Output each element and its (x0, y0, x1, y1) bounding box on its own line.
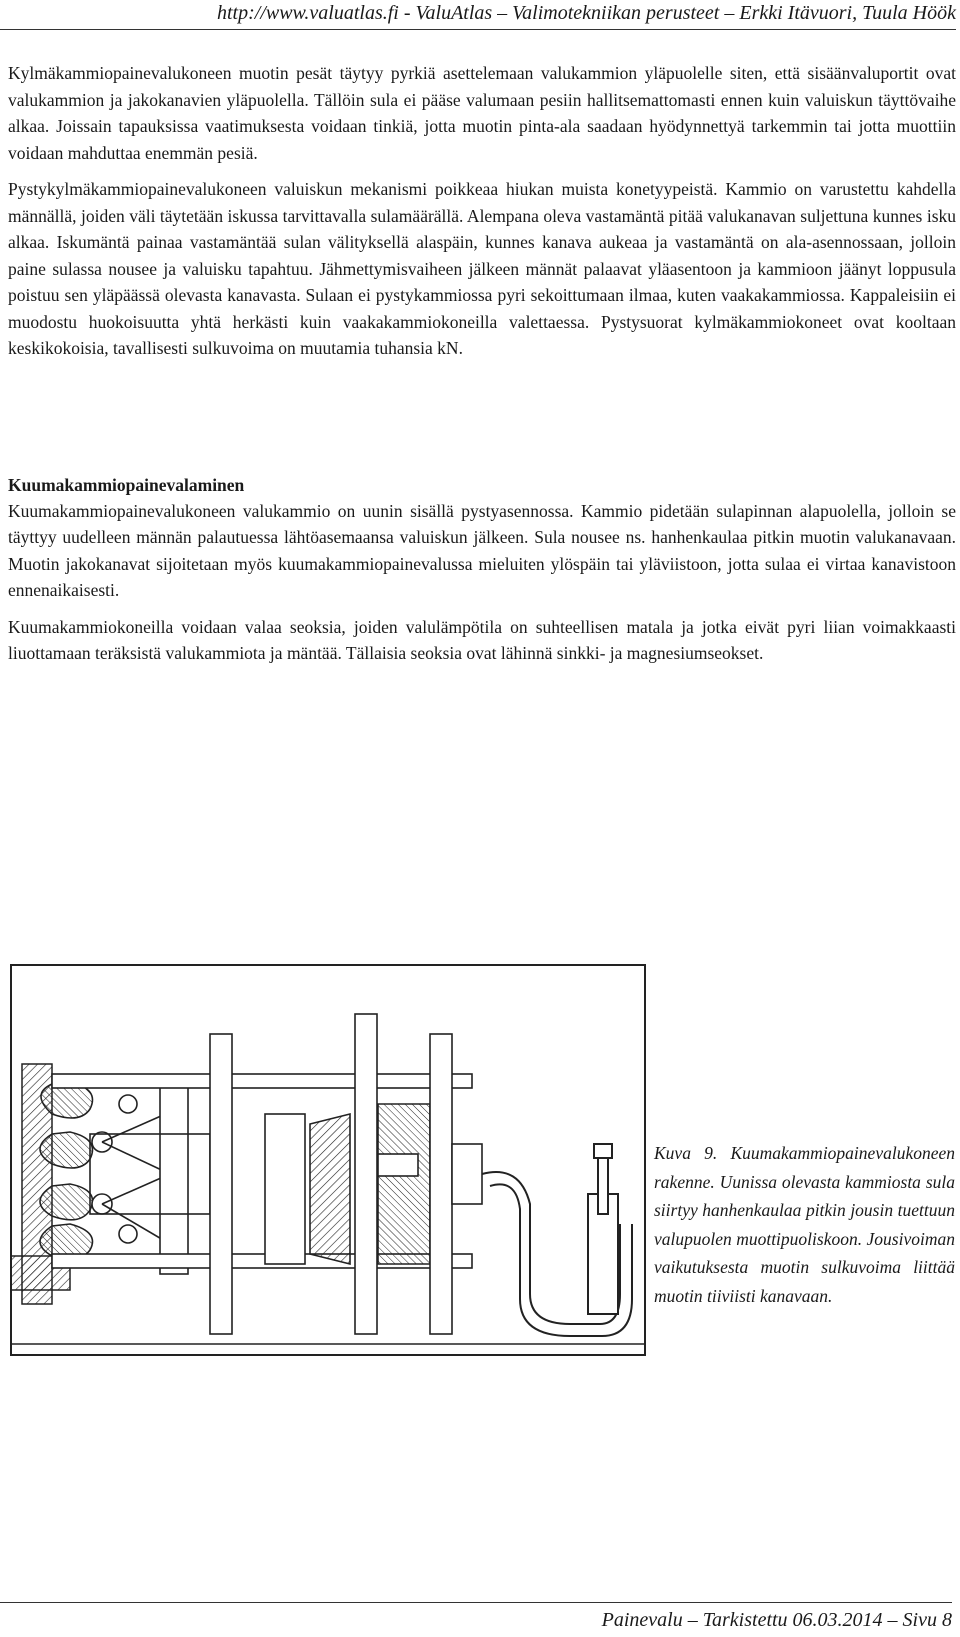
page-footer: Painevalu – Tarkistettu 06.03.2014 – Sivu 8 (0, 1602, 952, 1633)
figure-9 (10, 964, 955, 1364)
paragraph-hot-chamber-alloys: Kuumakammiokoneilla voidaan valaa seoksia, joiden valulämpötila on suhteellisen matala ja jotka eivät pyri liian voimakkaasti liuottamaan teräksistä valukammiota ja mäntää. Tällaisia seoksia ovat lähinnä sinkki- ja magnesiumseokset. (8, 616, 956, 663)
figure-caption: Kuva 9. Kuumakammiopainevalukoneen rakenne. Uunissa olevasta kammiosta sula siirtyy hanhenkaulaa pitkin jousin tuettuun valupuolen muottipuoliskoon. Jousivoiman vaikutuksesta muotin sulkuvoima liittää muotin tiiviisti kanavaan. (654, 1143, 955, 1306)
hot-chamber-machine-diagram (10, 964, 646, 1356)
main-content (8, 60, 956, 677)
paragraph-vertical-cold-chamber: Pystykylmäkammiopainevalukoneen valuiskun mekanismi poikkeaa hiukan muista konetyypeistä. Kammio on varustettu kahdella männällä, joiden väli täytetään iskussa tarvittavalla sulamäärällä. Alempana oleva vastamäntä pitää valukanavan suljettuna kunnes isku alkaa. Iskumäntä painaa vastamäntää sulan välityksellä alaspäin, kunnes kanava aukeaa ja vastamäntä on ala-asennossaan, jolloin paine sulassa nousee ja valuisku tapahtuu. Jähmettymisvaiheen jälkeen männät palaavat yläasentoon ja kammioon jäänyt loppusula poistuu sen yläpäässä olevasta kanavasta. Sulaan ei pystykammiossa pyri sekoittumaan ilmaa, kuten vaakakammiossa. Kappaleisiin ei muodostu huokoisuutta yhtä herkästi kuin vaakakammiokoneilla valettaessa. Pystysuorat kylmäkammiokoneet ovat kooltaan keskikokoisia, tavallisesti sulkuvoima on muutamia tuhansia kN. (8, 179, 956, 358)
page-header: http://www.valuatlas.fi - ValuAtlas – Valimotekniikan perusteet – Erkki Itävuori, Tuula Höök (0, 0, 956, 30)
paragraph-cold-chamber-cavities: Kylmäkammiopainevalukoneen muotin pesät täytyy pyrkiä asettelemaan valukammion yläpuolelle siten, että sisäänvaluportit ovat valukammion ja jakokanavien yläpuolella. Tällöin sula ei pääse valumaan pesiin hallitsemattomasti ennen kuin valuiskun täyttövaihe alkaa. Joissain tapauksissa vaatimuksesta voidaan tinkiä, jotta muotin pinta-ala saadaan hyödynnettyä tarkemmin tai jotta muottiin voidaan mahduttaa enemmän pesiä. (8, 63, 956, 163)
paragraph-hot-chamber-intro: Kuumakammiopainevalukoneen valukammio on uunin sisällä pystyasennossa. Kammio pidetään sulapinnan alapuolella, jolloin se täyttyy uudelleen männän palautuessa lähtöasemaansa valuiskun jälkeen. Sula nousee ns. hanhenkaulaa pitkin muotin valukanavaan. Muotin jakokanavat sijoitetaan myös kuumakammiopainevalussa mieluiten ylöspäin tai yläviistoon, jotta sulaa ei virtaa kanavistoon ennenaikaisesti. (8, 500, 956, 600)
section-heading: Kuumakammiopainevalaminen (8, 474, 245, 495)
